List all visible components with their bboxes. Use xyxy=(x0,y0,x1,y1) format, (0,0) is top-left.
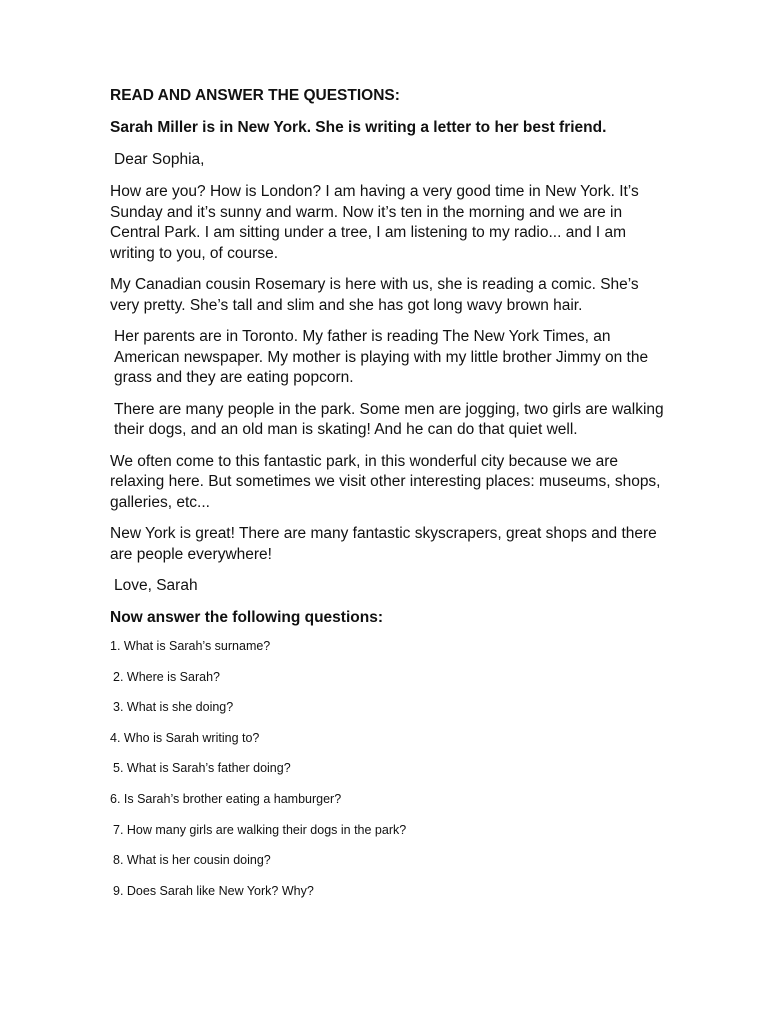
question-item: 5. What is Sarah’s father doing? xyxy=(113,761,291,776)
question-item: 8. What is her cousin doing? xyxy=(113,853,271,868)
question-item: 7. How many girls are walking their dogs in the park? xyxy=(113,822,407,837)
question-item: 4. Who is Sarah writing to? xyxy=(110,730,260,745)
letter-paragraph: There are many people in the park. Some men are jogging, two girls are walking their dogs, and an old man is skating! And he can do that quiet well. xyxy=(114,400,664,438)
question-item: 6. Is Sarah’s brother eating a hamburger? xyxy=(110,791,342,806)
question-item: 3. What is she doing? xyxy=(113,700,234,715)
question-item: 9. Does Sarah like New York? Why? xyxy=(113,883,314,898)
letter-paragraph: We often come to this fantastic park, in this wonderful city because we are relaxing here. But sometimes we visit other interesting places: museums, shops, galleries, etc... xyxy=(110,452,661,511)
question-item: 1. What is Sarah’s surname? xyxy=(110,639,271,653)
worksheet-heading: READ AND ANSWER THE QUESTIONS: xyxy=(110,87,400,104)
letter-paragraph: New York is great! There are many fantastic skyscrapers, great shops and there are people everywhere! xyxy=(110,525,657,563)
questions-title: Now answer the following questions: xyxy=(110,609,383,626)
worksheet-page xyxy=(110,86,670,913)
letter-salutation: Dear Sophia, xyxy=(114,151,205,168)
letter-paragraph: My Canadian cousin Rosemary is here with us, she is reading a comic. She’s very pretty. She’s tall and slim and she has got long wavy brown hair. xyxy=(110,276,639,314)
letter-signoff: Love, Sarah xyxy=(114,577,198,594)
letter-paragraph: How are you? How is London? I am having a very good time in New York. It’s Sunday and it’s sunny and warm. Now it’s ten in the morning and we are in Central Park. I am sitting under a tree, I am listening to my radio... and I am writing to you, of course. xyxy=(110,183,639,262)
intro-text: Sarah Miller is in New York. She is writing a letter to her best friend. xyxy=(110,119,607,136)
question-item: 2. Where is Sarah? xyxy=(113,669,220,684)
letter-paragraph: Her parents are in Toronto. My father is reading The New York Times, an American newspaper. My mother is playing with my little brother Jimmy on the grass and they are eating popcorn. xyxy=(114,328,649,386)
